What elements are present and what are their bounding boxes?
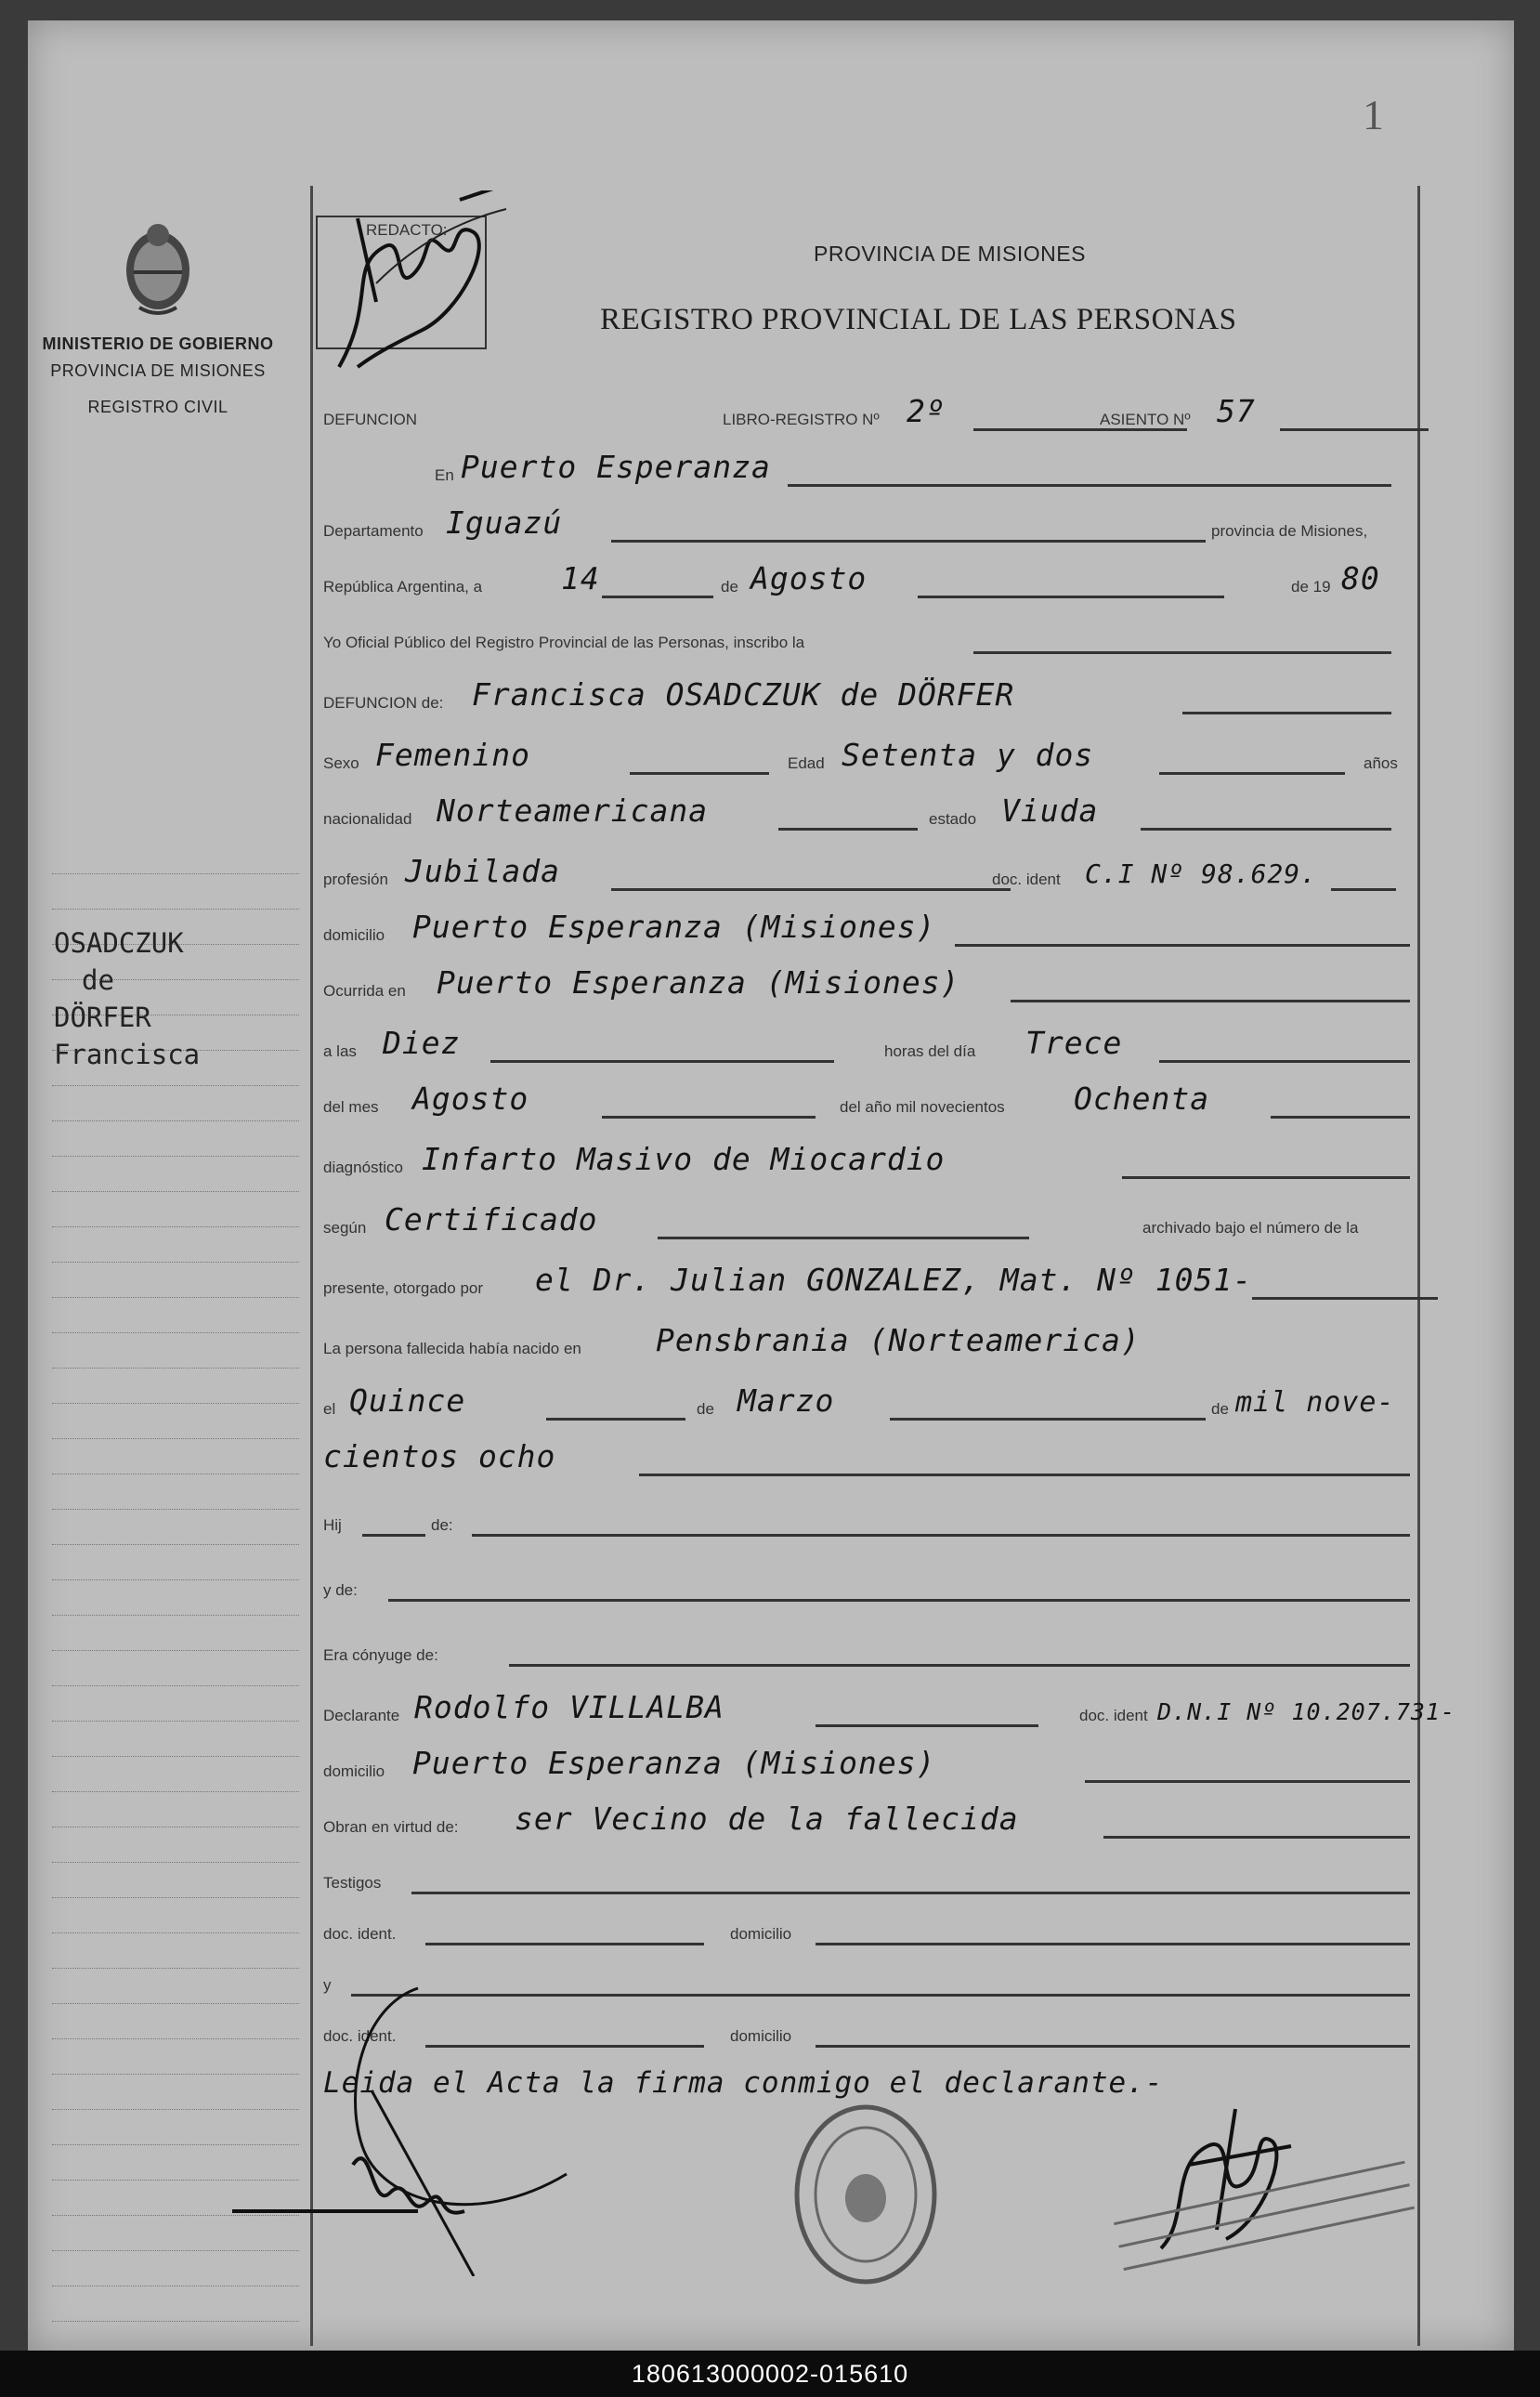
margin-rule-line bbox=[52, 1438, 299, 1439]
estado-value: Viuda bbox=[1001, 792, 1099, 829]
presente-label: presente, otorgado por bbox=[323, 1279, 484, 1297]
ocurrida-label: Ocurrida en bbox=[323, 982, 406, 1000]
margin-rule-line bbox=[52, 1721, 299, 1722]
departamento-value: Iguazú bbox=[446, 504, 563, 541]
conyuge-line bbox=[509, 1664, 1410, 1667]
defuncion-de-label: DEFUNCION de: bbox=[323, 694, 444, 712]
conyuge-label: Era cónyuge de: bbox=[323, 1646, 438, 1664]
margin-rule-line bbox=[52, 1403, 299, 1404]
horas-value: Trece bbox=[1025, 1025, 1123, 1061]
margin-rule-line bbox=[52, 1791, 299, 1792]
margin-rule-line bbox=[52, 1968, 299, 1969]
del-mes-label: del mes bbox=[323, 1098, 379, 1116]
ocurrida-line bbox=[1011, 1000, 1410, 1002]
row-diagnostico bbox=[323, 1141, 1410, 1183]
de3-value: mil nove- bbox=[1235, 1386, 1395, 1419]
y-de-label: y de: bbox=[323, 1581, 358, 1599]
testigos-line bbox=[411, 1892, 1410, 1894]
margin-rule-line bbox=[52, 2321, 299, 2322]
estado-line bbox=[1141, 828, 1391, 831]
row-defuncion-de bbox=[323, 676, 1410, 718]
decl-doc-label: doc. ident bbox=[1079, 1707, 1148, 1724]
margin-name-line: Francisca bbox=[54, 1039, 201, 1070]
segun-label: según bbox=[323, 1219, 367, 1237]
ocurrida-value: Puerto Esperanza (Misiones) bbox=[437, 964, 960, 1001]
row-domicilio bbox=[323, 909, 1410, 950]
presente-value: el Dr. Julian GONZALEZ, Mat. Nº 1051- bbox=[535, 1262, 1253, 1298]
nacionalidad-value: Norteamericana bbox=[437, 792, 709, 829]
test-dom-label: domicilio bbox=[730, 1925, 792, 1943]
hij-line bbox=[472, 1534, 1410, 1537]
row-decl-domicilio bbox=[323, 1745, 1410, 1787]
obran-line bbox=[1103, 1836, 1410, 1839]
row-declarante bbox=[323, 1689, 1456, 1731]
row-hij bbox=[323, 1503, 1410, 1540]
asiento-line bbox=[1280, 428, 1429, 431]
republica-label: República Argentina, a bbox=[323, 578, 483, 596]
test2-dom-line bbox=[816, 2045, 1410, 2048]
row-y-de bbox=[323, 1568, 1410, 1605]
y-de-line bbox=[388, 1599, 1410, 1602]
ministry-label: MINISTERIO DE GOBIERNO bbox=[42, 334, 274, 353]
diagnostico-label: diagnóstico bbox=[323, 1159, 404, 1176]
decl-domicilio-label: domicilio bbox=[323, 1762, 385, 1780]
province-label: PROVINCIA DE MISIONES bbox=[50, 361, 266, 380]
margin-rule-line bbox=[52, 1226, 299, 1227]
row-departamento bbox=[323, 504, 1410, 546]
redacto-label: REDACTO: bbox=[366, 221, 448, 239]
row-sexo bbox=[323, 737, 1410, 779]
row-el bbox=[323, 1382, 1410, 1424]
row-republica bbox=[323, 560, 1410, 602]
segun-value: Certificado bbox=[385, 1201, 598, 1238]
a-las-label: a las bbox=[323, 1042, 357, 1060]
margin-rule-line bbox=[52, 1862, 299, 1863]
decl-domicilio-value: Puerto Esperanza (Misiones) bbox=[412, 1745, 936, 1781]
doc-ident-line bbox=[1331, 888, 1396, 891]
footer-bar bbox=[0, 2351, 1540, 2397]
margin-rule-line bbox=[52, 1085, 299, 1086]
oficial-line bbox=[973, 651, 1391, 654]
el-value: Quince bbox=[349, 1382, 466, 1419]
continuation-value: cientos ocho bbox=[323, 1438, 556, 1474]
margin-rule-line bbox=[52, 1191, 299, 1192]
mes-line bbox=[918, 596, 1224, 598]
row-oficial bbox=[323, 621, 1410, 658]
defuncion-label: DEFUNCION bbox=[323, 411, 418, 428]
row-test-doc bbox=[323, 1912, 1410, 1949]
test2-doc-label: doc. ident. bbox=[323, 2027, 397, 2045]
diagnostico-value: Infarto Masivo de Miocardio bbox=[422, 1141, 946, 1177]
title-province: PROVINCIA DE MISIONES bbox=[814, 242, 1086, 266]
row-a-las bbox=[323, 1025, 1410, 1067]
profesion-line bbox=[611, 888, 1011, 891]
en-value: Puerto Esperanza bbox=[461, 449, 771, 485]
title-registry: REGISTRO PROVINCIAL DE LAS PERSONAS bbox=[600, 303, 1237, 336]
row-nacionalidad bbox=[323, 792, 1410, 834]
row-continuation bbox=[323, 1438, 1410, 1480]
el-line bbox=[546, 1418, 685, 1421]
asiento-value: 57 bbox=[1217, 393, 1256, 429]
defuncion-de-line bbox=[1182, 712, 1391, 714]
edad-line bbox=[1159, 772, 1345, 775]
margin-rule-line bbox=[52, 1368, 299, 1369]
departamento-label: Departamento bbox=[323, 522, 424, 540]
a-las-value: Diez bbox=[383, 1025, 461, 1061]
margin-rule-line bbox=[52, 1897, 299, 1898]
doc-ident-label: doc. ident bbox=[992, 871, 1061, 888]
obran-label: Obran en virtud de: bbox=[323, 1818, 459, 1836]
nacido-label: La persona fallecida había nacido en bbox=[323, 1340, 581, 1357]
margin-rule-line bbox=[52, 1932, 299, 1933]
margin-rule-line bbox=[52, 1756, 299, 1757]
test2-dom-label: domicilio bbox=[730, 2027, 792, 2045]
profesion-value: Jubilada bbox=[405, 853, 560, 889]
margin-deceased-name bbox=[54, 924, 200, 1073]
image-id-label: 180613000002-015610 bbox=[631, 2360, 909, 2388]
year-value: 80 bbox=[1341, 560, 1380, 596]
margin-rule-line bbox=[52, 1650, 299, 1651]
margin-rule-line bbox=[52, 1544, 299, 1545]
horas-line bbox=[1159, 1060, 1410, 1063]
margin-rule-line bbox=[52, 1120, 299, 1121]
hij-dash bbox=[362, 1534, 425, 1537]
row-nacido bbox=[323, 1322, 1410, 1364]
doc-ident-value: C.I Nº 98.629. bbox=[1085, 858, 1318, 889]
row-libro bbox=[323, 393, 1410, 435]
de2-line bbox=[890, 1418, 1206, 1421]
redacto-signature bbox=[320, 190, 534, 386]
row-presente bbox=[323, 1262, 1410, 1303]
de2-value: Marzo bbox=[737, 1382, 835, 1419]
row-del-mes bbox=[323, 1081, 1410, 1122]
row-conyuge bbox=[323, 1633, 1410, 1670]
departamento-line bbox=[611, 540, 1206, 543]
del-ano-value: Ochenta bbox=[1074, 1081, 1210, 1117]
row-obran bbox=[323, 1801, 1410, 1842]
official-seal bbox=[791, 2102, 940, 2287]
oficial-text: Yo Oficial Público del Registro Provincial de las Personas, inscribo la bbox=[323, 634, 805, 651]
obran-value: ser Vecino de la fallecida bbox=[515, 1801, 1019, 1837]
profesion-label: profesión bbox=[323, 871, 388, 888]
margin-name-line: OSADCZUK bbox=[54, 927, 184, 959]
test-doc-label: doc. ident. bbox=[323, 1925, 397, 1943]
provincia-label: provincia de Misiones, bbox=[1211, 522, 1368, 540]
margin-name-line: de bbox=[82, 964, 114, 996]
del-mes-value: Agosto bbox=[412, 1081, 529, 1117]
estado-label: estado bbox=[929, 810, 977, 828]
sexo-line bbox=[630, 772, 769, 775]
domicilio-line bbox=[955, 944, 1410, 947]
decl-doc-value: D.N.I Nº 10.207.731- bbox=[1157, 1698, 1456, 1725]
testigos-label: Testigos bbox=[323, 1874, 382, 1892]
declarant-signature bbox=[232, 1979, 604, 2276]
dia-line bbox=[602, 596, 713, 598]
form-right-border bbox=[1417, 186, 1420, 2346]
del-ano-label: del año mil novecientos bbox=[840, 1098, 1005, 1116]
margin-rule-line bbox=[52, 1509, 299, 1510]
en-label: En bbox=[435, 466, 454, 484]
page-number: 1 bbox=[1363, 91, 1384, 138]
sexo-value: Femenino bbox=[375, 737, 530, 773]
defuncion-de-value: Francisca OSADCZUK de DÖRFER bbox=[472, 676, 1015, 713]
hij-de-label: de: bbox=[431, 1516, 453, 1534]
de-year-label: de 19 bbox=[1291, 578, 1331, 596]
asiento-label: ASIENTO Nº bbox=[1100, 411, 1191, 428]
de2-label: de bbox=[697, 1400, 714, 1418]
horas-label: horas del día bbox=[884, 1042, 976, 1060]
row-testigos bbox=[323, 1861, 1410, 1898]
hij-label: Hij bbox=[323, 1516, 342, 1534]
de-label: de bbox=[721, 578, 738, 596]
dia-value: 14 bbox=[561, 560, 600, 596]
row-profesion bbox=[323, 853, 1410, 895]
declarante-value: Rodolfo VILLALBA bbox=[414, 1689, 724, 1725]
left-header bbox=[28, 218, 288, 417]
margin-rule-line bbox=[52, 1615, 299, 1616]
test-doc-line bbox=[425, 1943, 704, 1945]
a-las-line bbox=[490, 1060, 834, 1063]
domicilio-label: domicilio bbox=[323, 926, 385, 944]
nacido-value: Pensbrania (Norteamerica) bbox=[656, 1322, 1141, 1358]
test-dom-line bbox=[816, 1943, 1410, 1945]
margin-rule-line bbox=[52, 909, 299, 910]
el-label: el bbox=[323, 1400, 336, 1418]
decl-domicilio-line bbox=[1085, 1780, 1410, 1783]
row-segun bbox=[323, 1201, 1410, 1243]
margin-name-line: DÖRFER bbox=[54, 1002, 151, 1033]
segun-line bbox=[658, 1237, 1029, 1239]
edad-label: Edad bbox=[788, 754, 825, 772]
row-ocurrida bbox=[323, 964, 1410, 1006]
official-stamp-text bbox=[1105, 2137, 1421, 2286]
continuation-line bbox=[639, 1474, 1410, 1476]
closing-value: Leida el Acta la firma conmigo el declarante.- bbox=[323, 2066, 1164, 2100]
margin-rule-line bbox=[52, 1262, 299, 1263]
margin-rule-line bbox=[52, 873, 299, 874]
y-label: y bbox=[323, 1976, 332, 1994]
nacionalidad-label: nacionalidad bbox=[323, 810, 412, 828]
diagnostico-line bbox=[1122, 1176, 1410, 1179]
presente-line bbox=[1252, 1297, 1438, 1300]
del-mes-line bbox=[602, 1116, 816, 1119]
coat-of-arms-icon bbox=[111, 218, 204, 321]
margin-rule-line bbox=[52, 1297, 299, 1298]
margin-rule-line bbox=[52, 1156, 299, 1157]
declarante-line bbox=[816, 1724, 1038, 1727]
declarante-label: Declarante bbox=[323, 1707, 400, 1724]
margin-rule-line bbox=[52, 1579, 299, 1580]
mes-value: Agosto bbox=[750, 560, 868, 596]
domicilio-value: Puerto Esperanza (Misiones) bbox=[412, 909, 936, 945]
archivado-label: archivado bajo el número de la bbox=[1142, 1219, 1359, 1237]
row-en bbox=[323, 449, 1410, 491]
nacionalidad-line bbox=[778, 828, 918, 831]
margin-rule-line bbox=[52, 1332, 299, 1333]
margin-rule-line bbox=[52, 1685, 299, 1686]
libro-value: 2º bbox=[907, 393, 946, 429]
en-line bbox=[788, 484, 1391, 487]
office-label: REGISTRO CIVIL bbox=[87, 398, 228, 416]
de3-label: de bbox=[1211, 1400, 1229, 1418]
edad-value: Setenta y dos bbox=[842, 737, 1094, 773]
del-ano-line bbox=[1271, 1116, 1410, 1119]
sexo-label: Sexo bbox=[323, 754, 359, 772]
anos-label: años bbox=[1364, 754, 1398, 772]
libro-label: LIBRO-REGISTRO Nº bbox=[723, 411, 880, 428]
